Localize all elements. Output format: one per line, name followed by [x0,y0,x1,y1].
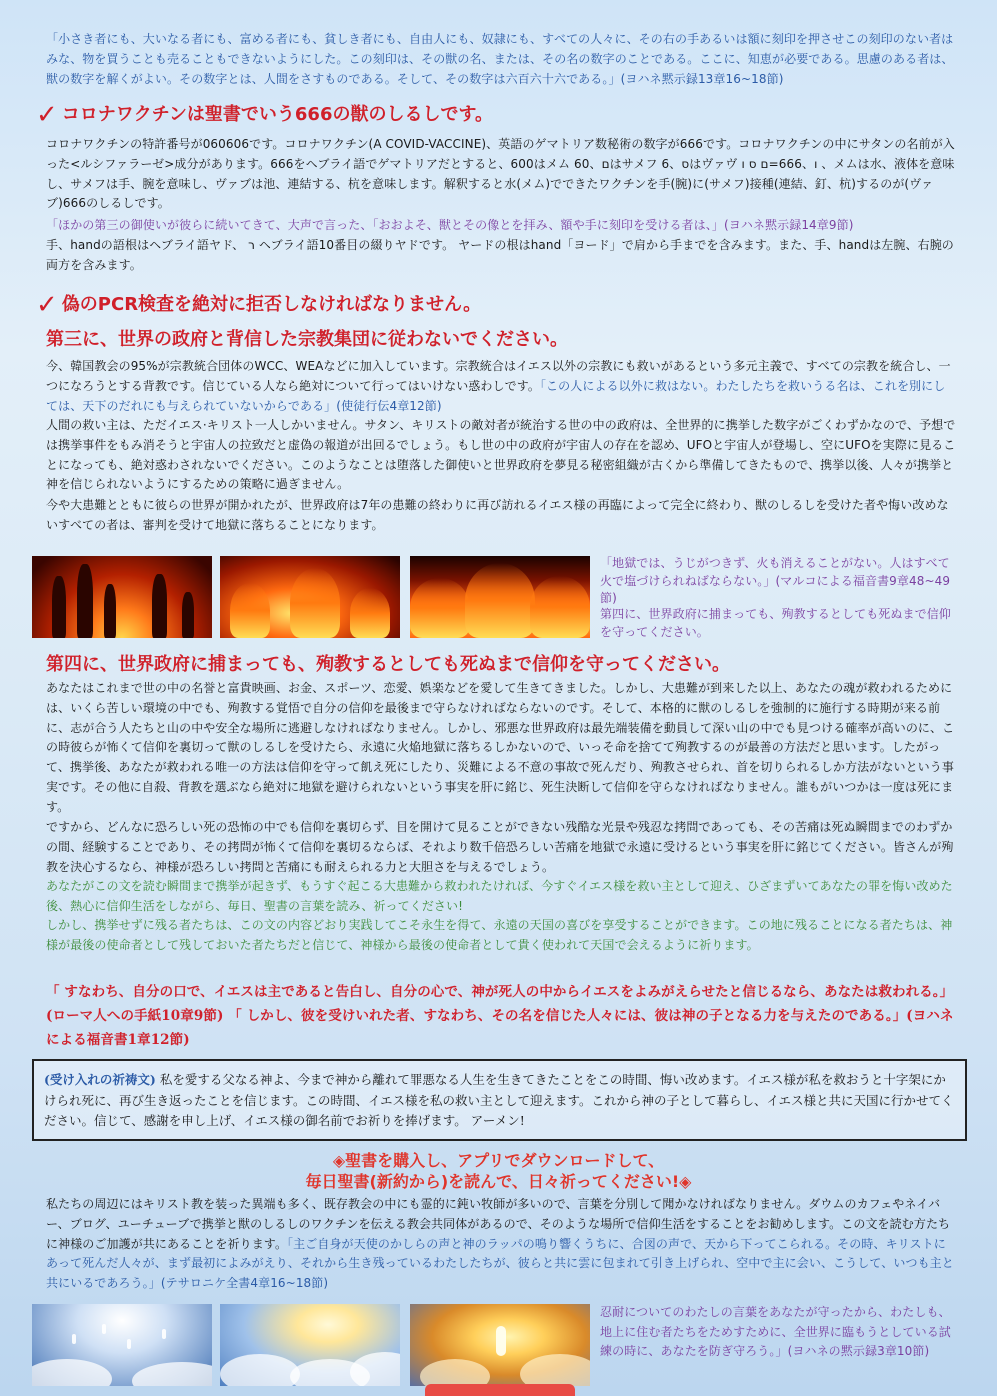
religion-text: 今、韓国教会の95%が宗教統合団体のWCC、WEAなどに加入しています。宗教統合はイエス以外の宗教にも救いがあるという多元主義で、すべての宗教を統合し、一つになろうとする背教です。信じている人なら絶対について行ってはいけない惑わしです。 [46,359,951,393]
tribulation-paragraph: 今や大患難とともに彼らの世界が開かれたが、世界政府は7年の患難の終わりに再び訪れるイエス様の再臨によって完全に終わり、獣のしるしを受けた者や悔い改めないすべての者は、審判を受けて地獄に落ちることになります。 [46,498,949,532]
rapture-image-ascending [32,1304,212,1386]
bottom-tab [425,1384,575,1396]
checkmark-icon: ✓ [36,100,58,130]
mark-quote: 「地獄では、うじがつきず、火も消えることがない。人はすべて火で塩づけられねばならない。」(マルコによる福音書9章48~49節) [600,556,951,605]
hell-image-people [220,556,400,638]
prayer-text: 私を愛する父なる神よ、今まで神から離れて罪悪なる人生を生きてきたことをこの時間、悔い改めます。イエス様が私を救おうと十字架にかけられ死に、再び生き返ったことを信じます。この時間、イエス様を私の救い主として迎えます。これから神の子として暮らし、イエス様と共に天国に行かせてください。信じて、感謝を申し上げ、イエス様の御名前でお祈りを捧げます。 アーメン! [44,1072,954,1128]
heading-pcr: ✓ 偽のPCR検査を絶対に拒否しなければなりません。 [36,290,482,320]
revelation-13-quote: 「小さき者にも、大いなる者にも、富める者にも、貧しき者にも、自由人にも、奴隷にも、すべての人々に、その右の手あるいは額に刻印を押させこの刻印のない者はみな、物を買うことも売ることもできないようにした。この刻印は、その獣の名、または、その名の数字のことである。ここに、知恵が必要である。思慮のある者は、獣の数字を解くがよい。その数字とは、人間をさすものである。そして、その数字は六百六十六である。」(ヨハネ黙示録13章16~18節) [46,32,954,86]
prayer-label: (受け入れの祈祷文) [44,1072,156,1087]
rapture-image-christ [410,1304,590,1386]
rapture-image-heaven [220,1304,400,1386]
acts-quote: 「この人による以外に救はない。わたしたちを救いうる名は、これを別にしては、天下のだれにも与えられていないからである」(使徒行伝4章12節) [46,378,946,413]
martyrdom-paragraph: あなたはこれまで世の中の名誉と富貴映画、お金、スポーツ、恋愛、娯楽などを愛して生きてきました。しかし、大患難が到来した以上、あなたの魂が救われるためには、いくら苦しい環境の中でも、殉教する覚悟で自分の信仰を最後まで守らなければならないのです。そして、本格的に獣のしるしを強制的に施行する時期が来る前に、志が合う人たちと山の中や安全な場所に逃避しなければなりません。しかし、邪悪な世界政府は最先端装備を動員して深い山の中でも見つける確率が高いのに、この時彼らが怖くて信仰を裏切って獣のしるしを受けたら、永遠に火焔地獄に落ちるしかないので、いっそ命を捨てて殉教するのが最善の方法だと思います。したがって、携挙後、あなたが救われる唯一の方法は信仰を守って飢え死にしたり、災難による不意の事故で死んだり、殉教させられ、首を切りられるしか方法がないという事実です。その他に自殺、背教を選ぶなら絶対に地獄を避けられないという事実を肝に銘じ、死生決断して信仰を守らなければなりません。誰もがいつかは一度は死にます。 [46,681,955,814]
thessalonians-quote: 「主ご自身が天使のかしらの声と神のラッパの鳴り響くうちに、合図の声で、天から下ってこられる。その時、キリストにあって死んだ人々が、まず最初によみがえり、それから生き残っているわたしたちが、彼らと共に雲に包まれて引き上げられ、空中で主に会い、こうして、いつも主と共にいるであろう。」(テサロニケ全書4章16~18節) [46,1236,954,1291]
church-paragraph [46,1195,956,1294]
revelation-14-quote: 「ほかの第三の御使いが彼らに続いてきて、大声で言った、「おおよそ、獣とその像とを拝み、額や手に刻印を受ける者は、」(ヨハネ黙示録14章9節) [46,218,854,232]
hell-image-flames [410,556,590,638]
heading-vaccine-666: ✓ コロナワクチンは聖書でいう666の獣のしるしです。 [36,100,494,130]
romans-john-quote: 「 すなわち、自分の口で、イエスは主であると告白し、自分の心で、神が死人の中からイエスをよみがえらせたと信じるなら、あなたは救われる。」(ローマ人への手紙10章9節) 「 しかし、彼を受けいれた者、すなわち、その名を信じた人々には、彼は神の子となる力を与えたのである。」(ヨハネによる福音書1章12節) [46,984,954,1048]
bible-banner-line2: 毎日聖書(新約から)を読んで、日々祈ってください!◈ [305,1172,692,1191]
hand-paragraph: 手、handの語根はヘブライ語ヤド、 ר ヘブライ語10番目の綴りヤドです。 ヤードの根はhand「ヨード」で肩から手までを含みます。また、手、handは左腕、右腕の両方を含みます。 [46,238,954,272]
fourth-summary: 第四に、世界政府に捕まっても、殉教するとしても死ぬまで信仰を守ってください。 [600,607,951,639]
vaccine-paragraph: コロナワクチンの特許番号が060606です。コロナワクチン(A COVID-VACCINE)、英語のゲマトリア数秘術の数字が666です。コロナワクチンの中にサタンの名前が入った<ルシファラーゼ>成分があります。666をヘブライ語でゲマトリアだとすると、600はメム ם、60はサメフ ס、6はヴァヴ ו、666=ם ס ו 、メムは水、液体を意味し、サメフは手、腕を意味し、ヴァブは池、連結する、杭を意味します。解釈すると水(メム)でできたワクチンを手(腕)に(サメフ)接種(連結、釘、杭)するのが(ヴァブ)666のしるしです。 [46,137,955,211]
revelation-3-quote: 忍耐についてのわたしの言葉をあなたが守ったから、わたしも、地上に住む者たちをためすために、全世界に臨もうとしている試練の時に、あなたを防ぎ守ろう。」(ヨハネの黙示録3章10節) [600,1305,951,1358]
prayer-box [32,1059,967,1141]
heading-fourth: 第四に、世界政府に捕まっても、殉教するとしても死ぬまで信仰を守ってください。 [46,654,730,675]
hell-image-hands [32,556,212,638]
checkmark-icon: ✓ [36,290,58,320]
heading-third: 第三に、世界の政府と背信した宗教集団に従わないでください。 [46,329,568,350]
repent-paragraph: あなたがこの文を読む瞬間まで携挙が起きず、もうすぐ起こる大患難から救われたければ、今すぐイエス様を救い主として迎え、ひざまずいてあなたの罪を悔い改めた後、熱心に信仰生活をしながら、毎日、聖書の言葉を読み、祈ってください! [46,879,953,913]
savior-paragraph: 人間の救い主は、ただイエス·キリスト一人しかいません。サタン、キリストの敵対者が統治する世の中の政府は、全世界的に携挙した数字がごくわずかなので、予想では携挙事件をもみ消そうと宇宙人の拉致だと虚偽の報道が出回るでしょう。もし世の中の政府が宇宙人の存在を認め、UFOと宇宙人が登場し、空にUFOを実際に見ることになっても、絶対惑わされないでください。このようなことは堕落した御使いと世界政府を夢見る秘密組織が古くから準備してきたもので、携挙以後、人々が携挙と神を信じられないようにするための策略に過ぎません。 [46,418,956,492]
church-text: 私たちの周辺にはキリスト教を装った異端も多く、既存教会の中にも霊的に鈍い牧師が多いので、言葉を分別して聞かなければなりません。ダウムのカフェやネイバー、ブログ、ユーチューブで携挙と獣のしるしのワクチンを伝える教会共同体があるので、そのような場所で信仰生活をすることをお勧めします。この文を読む方たちに神様のご加護が共にあることを祈ります。 [46,1197,951,1251]
religion-paragraph [46,357,956,416]
remaining-paragraph: しかし、携挙せずに残る者たちは、この文の内容どおり実践してこそ永生を得て、永遠の天国の喜びを享受することができます。この地に残ることになる者たちは、神様が最後の使命者として残しておいた者たちだと信じて、神様から最後の使命者として貴く使われて天国で会えるように祈ります。 [46,918,953,952]
torture-paragraph: ですから、どんなに恐ろしい死の恐怖の中でも信仰を裏切らず、目を開けて見ることができない残酷な光景や残忍な拷問であっても、その苦痛は死ぬ瞬間までのわずかの間、経験することであり、その拷問が怖くて信仰を裏切るならば、それより数千倍恐ろしい苦痛を地獄で永遠に受けるという事実を肝に銘じてください。皆さんが殉教を決心するなら、神様が恐ろしい拷問と苦痛にも耐えられる力と大胆さを与えるでしょう。 [46,820,954,874]
bible-banner-line1: ◈聖書を購入し、アプリでダウンロードして、 [332,1151,665,1170]
